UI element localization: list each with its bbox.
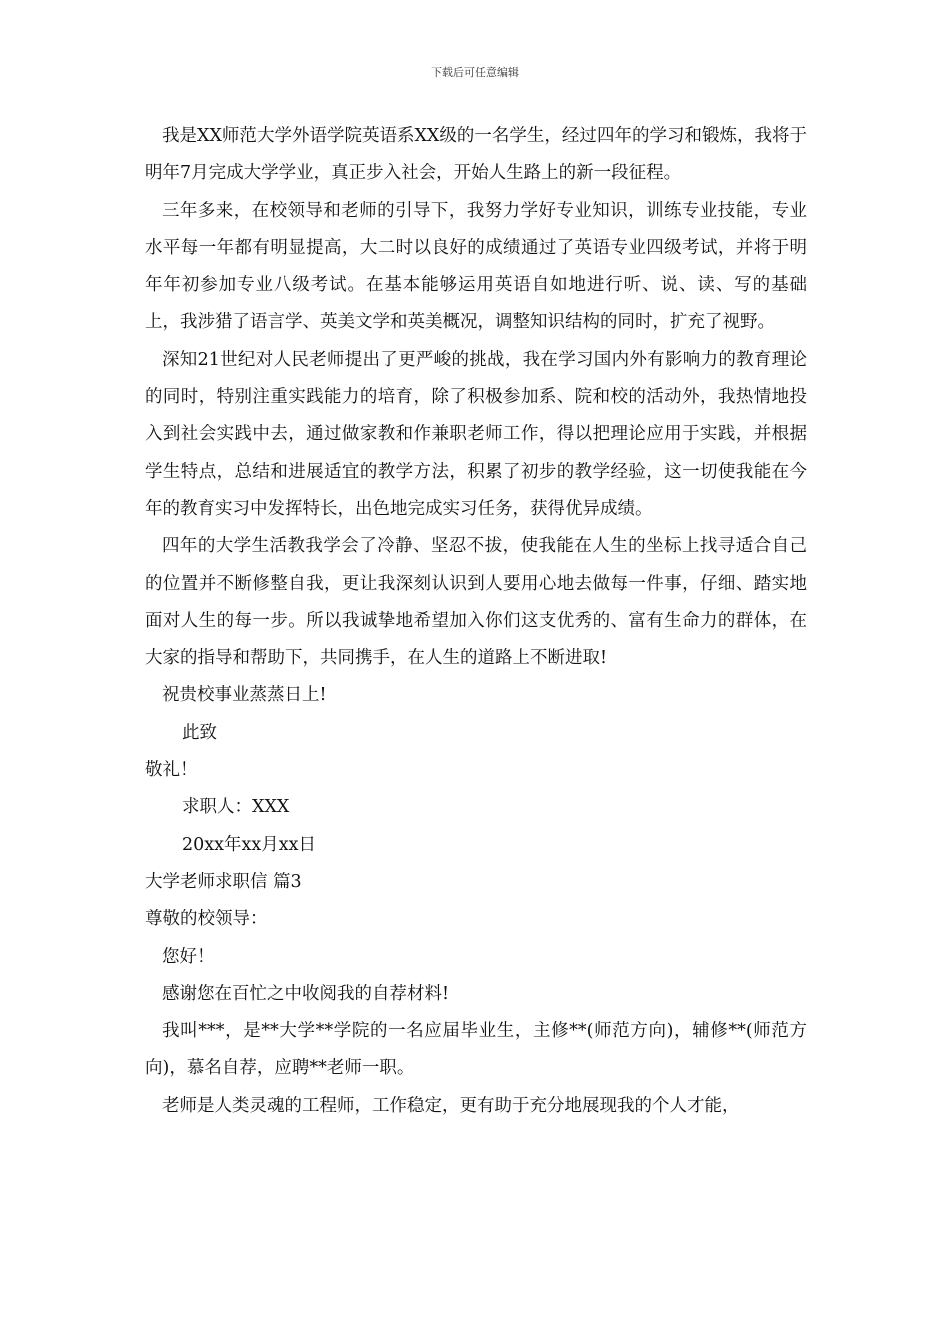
section-title: 大学老师求职信 篇3 [145, 871, 302, 892]
page-header: 下载后可任意编辑 [431, 66, 519, 79]
paragraph-practice: 深知21世纪对人民老师提出了更严峻的挑战，我在学习国内外有影响力的教育理论的同时，特别注重实践能力的培育，除了积极参加系、院和校的活动外，我热情地投入到社会实践中去，通过做家教和作兼职老师工作，得以把理论应用于实践，并根据学生特点，总结和进展适宜的教学方法，积累了初步的教学经验，这一切使我能在今年的教育实习中发挥特长，出色地完成实习任务，获得优异成绩。 [145, 349, 807, 519]
paragraph-aspiration: 四年的大学生活教我学会了冷静、坚忍不拔，使我能在人生的坐标上找寻适合自己的位置并不断修整自我，更让我深刻认识到人要用心地去做每一件事，仔细、踏实地面对人生的每一步。所以我诚挚地希望加入你们这支优秀的、富有生命力的群体，在大家的指导和帮助下，共同携手，在人生的道路上不断进取! [145, 536, 807, 669]
closing-jingli: 敬礼！ [145, 760, 198, 781]
letter-body [145, 118, 807, 1125]
paragraph-self-intro: 我叫***，是**大学**学院的一名应届毕业生，主修**(师范方向)，辅修**(师范方向)，慕名自荐，应聘**老师一职。 [145, 1021, 807, 1079]
salutation: 尊敬的校领导： [145, 909, 268, 930]
paragraph-wish: 祝贵校事业蒸蒸日上! [162, 685, 327, 706]
thanks-line: 感谢您在百忙之中收阅我的自荐材料! [162, 983, 450, 1004]
closing-cizhi: 此致 [182, 722, 217, 743]
paragraph-last: 老师是人类灵魂的工程师，工作稳定，更有助于充分地展现我的个人才能， [162, 1095, 740, 1116]
closing-applicant: 求职人：XXX [182, 797, 290, 818]
paragraph-study: 三年多来，在校领导和老师的引导下，我努力学好专业知识，训练专业技能，专业水平每一年都有明显提高，大二时以良好的成绩通过了英语专业四级考试，并将于明年年初参加专业八级考试。在基本能够运用英语自如地进行听、说、读、写的基础上，我涉猎了语言学、英美文学和英美概况，调整知识结构的同时，扩充了视野。 [145, 200, 807, 333]
paragraph-intro: 我是XX师范大学外语学院英语系XX级的一名学生，经过四年的学习和锻炼，我将于明年7月完成大学学业，真正步入社会，开始人生路上的新一段征程。 [145, 126, 807, 184]
greeting: 您好！ [162, 946, 215, 967]
closing-date: 20xx年xx月xx日 [182, 834, 316, 855]
